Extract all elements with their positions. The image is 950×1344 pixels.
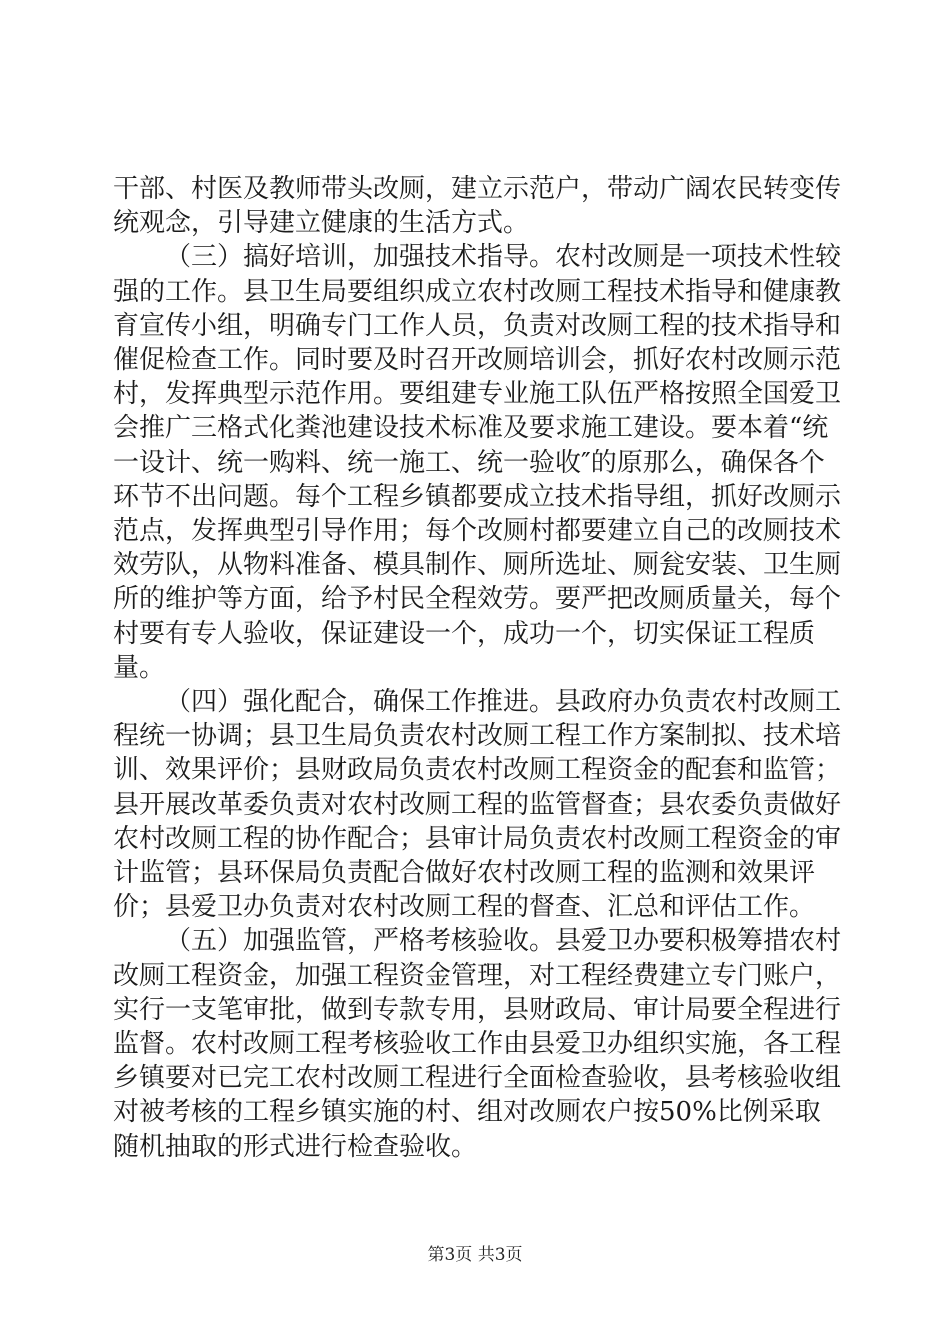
paragraph-section-4-coordination: （四）强化配合，确保工作推进。县政府办负责农村改厕工程统一协调；县卫生局负责农村改厕工程工作方案制拟、技术培训、效果评价；县财政局负责农村改厕工程资金的配套和监管；县开展改革委负责对农村改厕工程的监管督查；县农委负责做好农村改厕工程的协作配合；县审计局负责农村改厕工程资金的审计监管；县环保局负责配合做好农村改厕工程的监测和效果评价；县爱卫办负责对农村改厕工程的督查、汇总和评估工作。 [113, 687, 842, 923]
page-footer [0, 1244, 950, 1266]
paragraph-continuation: 干部、村医及教师带头改厕，建立示范户，带动广阔农民转变传统观念，引导建立健康的生活方式。 [113, 174, 842, 239]
paragraph-section-3-training: （三）搞好培训，加强技术指导。农村改厕是一项技术性较强的工作。县卫生局要组织成立农村改厕工程技术指导和健康教育宣传小组，明确专门工作人员，负责对改厕工程的技术指导和催促检查工作。同时要及时召开改厕培训会，抓好农村改厕示范村，发挥典型示范作用。要组建专业施工队伍严格按照全国爱卫会推广三格式化粪池建设技术标准及要求施工建设。要本着“统一设计、统一购料、统一施工、统一验收″的原那么，确保各个环节不出问题。每个工程乡镇都要成立技术指导组，抓好改厕示范点，发挥典型引导作用；每个改厕村都要建立自己的改厕技术效劳队，从物料准备、模具制作、厕所选址、厕瓮安装、卫生厕所的维护等方面，给予村民全程效劳。要严把改厕质量关，每个村要有专人验收，保证建设一个，成功一个，切实保证工程质量。 [113, 242, 842, 683]
paragraph-section-5-supervision: （五）加强监管，严格考核验收。县爱卫办要积极筹措农村改厕工程资金，加强工程资金管理，对工程经费建立专门账户，实行一支笔审批，做到专款专用，县财政局、审计局要全程进行监督。农村改厕工程考核验收工作由县爱卫办组织实施，各工程乡镇要对已完工农村改厕工程进行全面检查验收，县考核验收组对被考核的工程乡镇实施的村、组对改厕农户按50%比例采取随机抽取的形式进行检查验收。 [113, 926, 842, 1162]
page-number: 第3页 共3页 [427, 1245, 523, 1265]
document-body [113, 172, 843, 1164]
